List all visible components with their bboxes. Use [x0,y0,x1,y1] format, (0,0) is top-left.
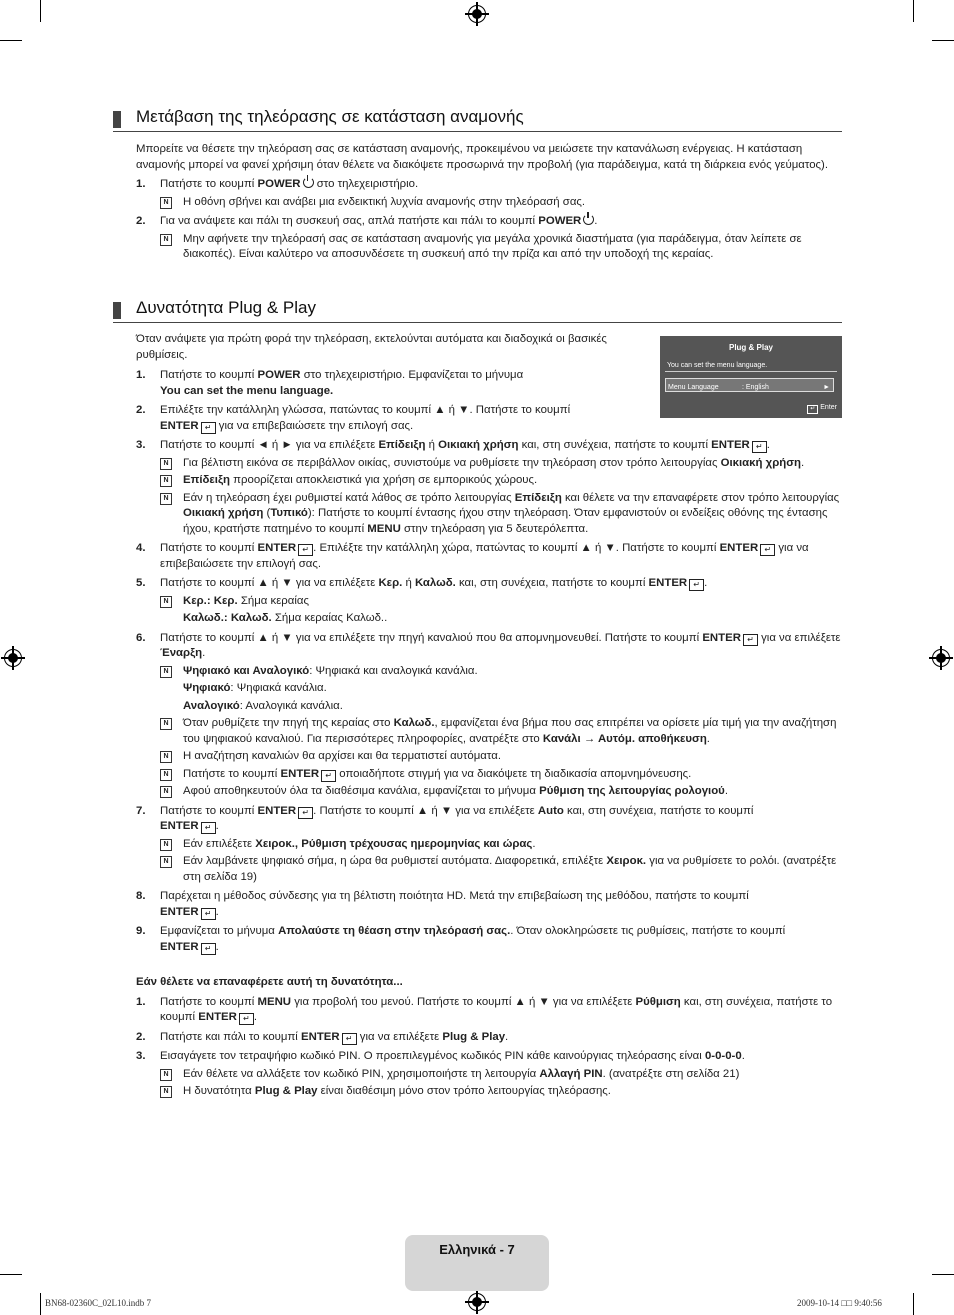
power-icon [583,214,594,225]
text: Πατήστε το κουμπί [160,369,258,381]
osd-message: You can set the menu language. [667,362,768,369]
step-number: 1. [136,178,146,190]
enter-icon: ↵ [743,634,758,646]
text: για να επιβεβαιώσετε την επιλογή σας. [160,542,809,570]
page-number-label: Ελληνικά - 7 [439,1242,515,1257]
text: . (ανατρέξτε στη σελίδα 21) [602,1067,740,1080]
section-title: Δυνατότητα Plug & Play [136,298,316,317]
text: για προβολή του μενού. Πατήστε το κουμπί ▲ ή ▼ για να επιλέξετε [291,995,636,1008]
enter-icon: ↵ [689,579,704,591]
text: για να επιβεβαιώσετε την επιλογή σας. [215,419,414,432]
note-icon: N [160,839,172,851]
text: στην τηλεόραση για 5 δευτερόλεπτα. [400,522,589,535]
text: για να ρυθμίσετε το ρολόι. (ανατρέξτε στη σελίδα 19) [183,855,837,883]
note-text: προορίζεται αποκλειστικά για χρήση σε εμπορικούς χώρους. [230,474,538,486]
crop-mark [913,0,914,22]
section-bar [113,111,121,128]
registration-mark-icon [468,5,486,23]
step-number: 8. [136,890,146,902]
text-bold: ENTER [160,940,199,953]
text-bold: Auto [537,804,564,817]
text: . [594,215,598,227]
text: οποιαδήποτε στιγμή για να διακόψετε τη διαδικασία απομνημόνευσης. [336,767,692,780]
text: Πατήστε το κουμπί [160,542,258,554]
crop-mark [40,0,41,22]
text: Πατήστε το κουμπί [160,178,258,190]
note-icon: N [160,234,172,246]
text: για να επιλέξετε [356,1030,443,1043]
note [136,716,842,747]
section-header-plug-and-play [113,300,842,323]
note-continuation [136,681,842,697]
note [136,1084,842,1100]
text: Πατήστε το κουμπί ◄ ή ► για να επιλέξετε [160,439,379,451]
osd-enter-label: Enter [820,403,837,411]
note-text: : Ψηφιακά και αναλογικά κανάλια. [309,664,478,677]
text-bold: Αναλογικό [183,699,240,712]
text: . Πατήστε το κουμπί ▲ ή ▼ για να επιλέξετε [313,804,538,817]
intro-paragraph: Μπορείτε να θέσετε την τηλεόραση σας σε κατάσταση αναμονής, προκειμένου να μειώσετε την κατανάλωση ενέργειας. Η κατάσταση αναμονής μπορεί να φανεί χρήσιμη όταν θέλετε να διακόψετε προσωρινά την προβολή (για παράδειγμα, κατά τη διάρκεια ενός γεύματος). [136,143,828,171]
note-icon: N [160,1069,172,1081]
enter-icon: ↵ [752,441,767,453]
note-text: : Αναλογικά κανάλια. [239,699,343,712]
intro-paragraph: Όταν ανάψετε για πρώτη φορά την τηλεόραση, εκτελούνται αυτόματα και διαδοχικά οι βασικές ρυθμίσεις. [136,333,607,361]
step-1 [136,368,646,399]
step-number: 2. [136,1030,146,1043]
text-bold: POWER [257,369,301,381]
note-text: Εάν επιλέξετε [183,837,256,850]
note-text: Η οθόνη σβήνει και ανάβει μια ενδεικτική λυχνία αναμονής στην τηλεόρασή σας. [183,195,586,208]
note-icon: N [160,751,172,763]
note [136,1067,842,1083]
note-text: Μην αφήνετε την τηλεόρασή σας σε κατάσταση αναμονής για μεγάλα χρονικά διαστήματα (για παράδειγμα, όταν λείπετε σε διακοπές). Είναι καλύτερο να αποσυνδέσετε τη συσκευή από την πρίζα και από την υποδοχή της κεραίας. [183,232,802,260]
note-text: Πατήστε το κουμπί [183,767,281,780]
note-text: Σήμα κεραίας Καλωδ.. [271,612,388,624]
note-icon: N [160,493,172,505]
note-text: Σήμα κεραίας [237,594,309,607]
text: είναι διαθέσιμη μόνο στον τρόπο λειτουργίας τηλεόρασης. [317,1085,611,1097]
osd-row-label: Menu Language [668,384,719,391]
note [136,749,842,765]
note-text: Για βέλτιστη εικόνα σε περιβάλλον οικίας, συνιστούμε να ρυθμίσετε την τηλεόραση στον τρόπο λειτουργίας [183,456,721,469]
text-bold: Έναρξη [160,647,203,659]
standby-content [136,142,842,263]
text-bold: ENTER [648,577,688,589]
reset-step-1: 1. Πατήστε το κουμπί MENU για προβολή του μενού. Πατήστε το κουμπί ▲ ή ▼ για να επιλέξετε Ρύθμιση και, στη συνέχεια, πατήστε το κουμπί ENTER ↵ . [136,995,833,1023]
enter-icon: ↵ [807,405,818,414]
text: Πατήστε και πάλι το κουμπί [160,1030,302,1043]
text-bold: Κανάλι → Αυτόμ. αποθήκευση [542,732,707,745]
section-bar [113,302,121,319]
text-bold: ENTER [301,1030,340,1043]
text: Πατήστε το κουμπί ▲ ή ▼ για να επιλέξετε [160,577,379,589]
text-bold: Οικιακή χρήση [183,507,264,519]
crop-mark [40,1293,41,1315]
enter-icon: ↵ [201,422,216,434]
step-number: 7. [136,804,146,817]
note-icon: N [160,718,172,730]
plug-and-play-content [136,332,842,1100]
crop-mark [913,1293,914,1315]
note-icon: N [160,1086,172,1098]
step-9: 9. Εμφανίζεται το μήνυμα Απολαύστε τη θέαση στην τηλεόρασή σας.. Όταν ολοκληρώσετε τις ρυθμίσεις, πατήστε το κουμπί ENTER ↵ . [136,925,786,953]
text: Εμφανίζεται το μήνυμα [160,925,279,937]
crop-mark [0,1274,22,1275]
registration-mark-icon [4,649,22,667]
text-bold: Επίδειξη [514,491,562,504]
text-bold: Αλλαγή PIN [539,1067,603,1080]
text: . Όταν ολοκληρώσετε τις ρυθμίσεις, πατήστε το κουμπί [510,925,786,937]
text-bold: ENTER [257,804,297,817]
text-bold: Καλωδ. [414,577,456,589]
step-number: 1. [136,995,146,1008]
text-bold: ENTER [160,905,199,918]
text: . [800,456,805,469]
text-bold: Κερ. [378,577,403,589]
section-title: Μετάβαση της τηλεόρασης σε κατάσταση αναμονής [136,107,524,126]
step-number: 4. [136,542,146,554]
text-bold: POWER [257,178,301,190]
text-bold: Καλωδ. [393,717,435,729]
step-number: 2. [136,215,146,227]
text-bold: You can set the menu language. [160,384,334,397]
text: ( [263,507,271,519]
text: . [706,732,710,745]
text: . [202,647,206,659]
step-number: 5. [136,577,146,589]
text: . [505,1030,509,1043]
text-bold: ENTER [257,542,297,554]
step-3: 3. Πατήστε το κουμπί ◄ ή ► για να επιλέξετε Επίδειξη ή Οικιακή χρήση και, στη συνέχεια, πατήστε το κουμπί ENTER ↵ . [136,438,842,454]
text: . Επιλέξτε την κατάλληλη χώρα, πατώντας το κουμπί ▲ ή ▼. Πατήστε το κουμπί [313,542,720,554]
enter-icon: ↵ [760,544,775,556]
text: , εμφανίζεται ένα βήμα που σας επιτρέπει να ορίσετε μία τιμή για την αναζήτηση του ψηφιακού καναλιού. Για περισσότερες πληροφορίες, ανατρέξτε στο [183,717,837,745]
text: Πατήστε το κουμπί [160,804,258,817]
text-bold: Ρύθμιση [635,995,681,1008]
text: για να επιλέξετε [757,631,841,644]
note-icon: N [160,458,172,470]
text: και, στη συνέχεια, πατήστε το κουμπί [455,577,649,589]
text: Επιλέξτε την κατάλληλη γλώσσα, πατώντας το κουμπί ▲ ή ▼. Πατήστε το κουμπί [160,404,571,416]
note-text: : Ψηφιακά κανάλια. [230,682,327,694]
enter-icon: ↵ [201,908,216,920]
text-bold: Plug & Play [254,1085,318,1097]
text-bold: ENTER [160,419,199,432]
text: στο τηλεχειριστήριο. [313,178,419,190]
note [136,195,842,211]
text-bold: Ψηφιακό και Αναλογικό [183,664,310,677]
note-text: Η αναζήτηση καναλιών θα αρχίσει και θα τερματιστεί αυτόματα. [183,750,501,762]
text-bold: Οικιακή χρήση [720,456,801,469]
text: ή [402,577,415,589]
section-header-standby [113,109,842,132]
step-5: 5. Πατήστε το κουμπί ▲ ή ▼ για να επιλέξετε Κερ. ή Καλωδ. και, στη συνέχεια, πατήστε το κουμπί ENTER ↵ . [136,576,842,592]
note [136,664,842,680]
note [136,232,842,263]
step-1 [136,177,842,193]
text: Πατήστε το κουμπί [160,995,258,1008]
note-icon: N [160,666,172,678]
note-icon: N [160,856,172,868]
text-bold: Καλωδ.: Καλωδ. [183,612,272,624]
note-continuation [136,699,842,715]
power-icon [303,177,314,188]
enter-icon: ↵ [298,807,313,819]
note-icon: N [160,786,172,798]
text-bold: ENTER [198,1011,237,1023]
text: ): Πατήστε το κουμπί έντασης ήχου στην τηλεόραση. Όταν εμφανιστούν οι ενδείξεις οθόνης της έντασης ήχου, κρατήστε πατημένο το κουμπί [183,507,828,535]
note-icon: N [160,475,172,487]
text-bold: ENTER [702,631,741,644]
step-number: 9. [136,925,146,937]
note-text: Εάν η τηλεόραση έχει ρυθμιστεί κατά λάθος σε τρόπο λειτουργίας [183,491,515,504]
text: και, στη συνέχεια, πατήστε το κουμπί [563,804,754,817]
note-text: Εάν θέλετε να αλλάξετε τον κωδικό PIN, χρησιμοποιήστε τη λειτουργία [183,1067,540,1080]
text: Πατήστε το κουμπί ▲ ή ▼ για να επιλέξετε την πηγή καναλιού που θα απομνημονευθεί. Πατήστε το κουμπί [160,631,703,644]
step-6 [136,631,842,662]
text: και, στη συνέχεια, πατήστε το κουμπί [518,439,712,451]
text-bold: ENTER [160,820,199,832]
enter-icon: ↵ [321,770,336,782]
note-icon: N [160,596,172,608]
text: Εισαγάγετε τον τετραψήφιο κωδικό PIN. Ο προεπιλεγμένος κωδικός PIN κάθε καινούργιας τηλεόρασης είναι [160,1050,705,1062]
print-slug-timestamp: 2009-10-14 □□ 9:40:56 [797,1298,882,1308]
note-text: Εάν λαμβάνετε ψηφιακό σήμα, η ώρα θα ρυθμιστεί αυτόματα. Διαφορετικά, επιλέξτε [183,855,607,867]
text-bold: Ρύθμιση της λειτουργίας ρολογιού [539,785,725,797]
note-text: Όταν ρυθμίζετε την πηγή της κεραίας στο [183,717,394,729]
text-bold: Plug & Play [442,1030,506,1043]
text: Παρέχεται η μέθοδος σύνδεσης για τη βέλτιστη ποιότητα HD. Μετά την επιβεβαίωση της μεθόδου, πατήστε το κουμπί [160,890,749,902]
registration-mark-icon [468,1293,486,1311]
crop-mark [0,40,22,41]
print-slug-file: BN68-02360C_02L10.indb 7 [45,1298,152,1308]
text: και θέλετε να την επαναφέρετε στον τρόπο λειτουργίας [561,491,840,504]
note-icon: N [160,197,172,209]
text-bold: ENTER [280,767,320,780]
registration-mark-icon [932,649,950,667]
text: ή [425,439,439,451]
note [136,784,842,800]
step-number: 2. [136,404,146,416]
step-8: 8. Παρέχεται η μέθοδος σύνδεσης για τη βέλτιστη ποιότητα HD. Μετά την επιβεβαίωση της μεθόδου, πατήστε το κουμπί ENTER ↵ . [136,890,749,918]
text: . [532,837,536,850]
text-bold: POWER [538,215,582,227]
note-continuation [136,611,842,627]
text-bold: Χειροκ. [606,855,647,867]
note-text: Αφού αποθηκευτούν όλα τα διαθέσιμα κανάλια, εμφανίζεται το μήνυμα [183,785,540,797]
text-bold: 0-0-0-0 [704,1050,742,1062]
note [136,837,842,853]
note [136,854,842,885]
text-bold: Επίδειξη [183,474,230,486]
enter-icon: ↵ [201,822,216,834]
text: . [741,1050,745,1062]
note [136,473,842,489]
text-bold: Χειροκ., Ρύθμιση τρέχουσας ημερομηνίας και ώρας [255,837,533,850]
text-bold: Κερ.: Κερ. [183,594,238,607]
enter-icon: ↵ [298,544,313,556]
note [136,767,842,783]
note [136,456,842,472]
step-number: 1. [136,369,146,381]
enter-icon: ↵ [239,1013,254,1025]
reset-step-2 [136,1030,842,1046]
text: και, στη συνέχεια, πατήστε το κουμπί [160,995,833,1023]
text: . [724,785,728,797]
step-number: 6. [136,631,146,644]
note-icon: N [160,769,172,781]
text: Για να ανάψετε και πάλι τη συσκευή σας, απλά πατήστε και πάλι το κουμπί [160,215,539,227]
step-4 [136,541,842,572]
crop-mark [932,40,954,41]
text-bold: Απολαύστε τη θέαση στην τηλεόρασή σας. [278,925,511,937]
crop-mark [932,1274,954,1275]
osd-title: Plug & Play [728,343,773,352]
enter-icon: ↵ [342,1033,357,1045]
osd-row-value: : English [742,384,769,391]
reset-step-3 [136,1049,842,1065]
step-2 [136,403,646,434]
reset-heading: Εάν θέλετε να επαναφέρετε αυτή τη δυνατότητα... [136,976,403,988]
note [136,594,842,610]
text-bold: Τυπικό [270,507,308,519]
step-2 [136,214,842,230]
text-bold: Επίδειξη [378,439,426,451]
note [136,491,842,538]
text-bold: Ψηφιακό [183,682,231,694]
text-bold: ENTER [719,542,759,554]
text: στο τηλεχειριστήριο. Εμφανίζεται το μήνυμα [300,369,524,381]
step-number: 3. [136,439,146,451]
step-number: 3. [136,1050,146,1062]
page-number-tab [405,1235,549,1291]
step-7: 7. Πατήστε το κουμπί ENTER ↵ . Πατήστε το κουμπί ▲ ή ▼ για να επιλέξετε Auto και, στη συνέχεια, πατήστε το κουμπί ENTER ↵ . [136,804,754,832]
right-arrow-icon: ► [823,384,830,391]
note-text: Η δυνατότητα [183,1085,255,1097]
text-bold: MENU [367,522,401,535]
text-bold: ENTER [711,439,750,451]
text-bold: MENU [257,995,292,1008]
enter-icon: ↵ [201,943,216,955]
text-bold: Οικιακή χρήση [438,439,519,451]
